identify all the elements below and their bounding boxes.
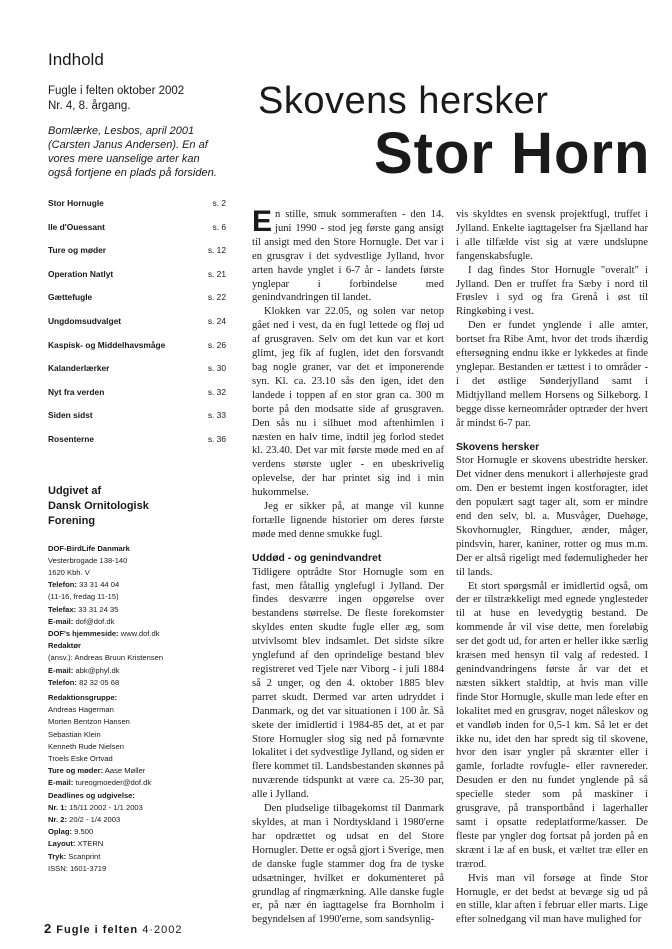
print-run-label: Oplag:: [48, 827, 73, 837]
toc-item-page: s. 24: [207, 315, 226, 326]
toc-item-page: s. 21: [207, 268, 226, 279]
article-column-1: [252, 205, 444, 927]
toc-item-title: Rosenterne: [48, 433, 95, 444]
publisher-block: [48, 484, 226, 529]
toc-item[interactable]: [48, 269, 226, 293]
toc-item-title: Operation Natlyt: [48, 268, 114, 279]
toc-item-page: s. 30: [207, 363, 226, 374]
web-link[interactable]: www.dof.dk: [120, 628, 160, 638]
nr1-value: 15/11 2002 - 1/1 2003: [69, 802, 143, 812]
deadlines-label: Deadlines og udgivelse:: [48, 790, 135, 800]
toc-item[interactable]: [48, 222, 226, 246]
fax-value: 33 31 24 35: [78, 604, 119, 614]
toc-item-page: s. 26: [207, 339, 226, 350]
publisher-line-1: Udgivet af: [48, 484, 102, 497]
body-paragraph: Tidligere optrådte Stor Hornugle som en fast, men fåtallig ynglefugl i Jylland. Der findes desværre ingen opgørelse over bestandens størrelse. De fleste forekomster skyldes enten skudte fugle eller æg, som utvivlsomt blev indsamlet. Det sidste sikre ynglefund af den oprindelige bestand blev registreret ved Tjele nær Viborg - i juli 1884 så 2 unger, og den 4. oktober 1885 blev parret skudt. Dermed var arten udryddet i Danmark, og det var situationen i 100 år. Så skete der imidlertid i 1984-85 det, at et par Store Hornugler slog sig ned på fornævnte lokalitet i det sydvestlige Jylland, og siden er flere kommet til. Landsbestanden skønnes på nuværende tidspunkt at være ca. 25-30 par, alle i Jylland.: [252, 566, 444, 801]
toc-item[interactable]: [48, 292, 226, 316]
toc-item-page: s. 2: [212, 198, 226, 208]
printer-label: Tryk:: [48, 851, 67, 861]
toc-item-title: Gættefugle: [48, 292, 93, 303]
body-paragraph: Klokken var 22.05, og solen var netop gået ned i vest, da en fugl lettede og fløj ud af grusgraven. Selv om det kun var et kort glimt, jeg fik af fuglen, idet den forsvandt bag nogle graner, var det et imponerende syn. Kl. ca. 23.10 sås den igen, idet den landede i toppen af en stor gran ca. 300 m borte på den modsatte side af grusgraven. Den sås nu i silhuet mod aftenhimlen i næsten en halv time, indtil jeg forlod stedet kl. 23.40. Det var mit første møde med en af verdens største ugler - en ubeskrivelig oplevelse, der har printet sig ind i min hukommelse.: [252, 306, 444, 499]
body-paragraph: Den er fundet ynglende i alle amter, bortset fra Ribe Amt, hvor det trods ihærdig eftersøgning endnu ikke er lykkedes at finde ynglepar. Bestanden er tættest i to områder - i det østlige Sønderjylland samt i Midtjylland mellem Horsens og Silkeborg. I begge disse kerneområder optræder der hvert år mindst 6-7 par.: [456, 320, 648, 429]
page-number: 2: [44, 921, 53, 936]
layout-label: Layout:: [48, 839, 76, 849]
editor-phone-label: Telefon:: [48, 677, 77, 687]
toc-item[interactable]: [48, 340, 226, 364]
article-headline: Stor Horn: [374, 121, 651, 186]
editorial-member: Kenneth Rude Nielsen: [48, 741, 124, 751]
section-heading: Skovens hersker: [456, 441, 540, 453]
toc-item[interactable]: [48, 387, 226, 411]
toc-item-title: Ungdomsudvalget: [48, 315, 122, 326]
toc-item[interactable]: [48, 363, 226, 387]
body-paragraph: Jeg er sikker på, at mange vil kunne fortælle lignende historier om deres første møde med denne smukke fugl.: [252, 501, 444, 540]
toc-item[interactable]: [48, 245, 226, 269]
editor-email-link[interactable]: abk@phyl.dk: [75, 665, 120, 675]
address-line-1: Vesterbrogade 138-140: [48, 555, 128, 565]
body-paragraph: Den pludselige tilbagekomst til Danmark skyldes, at man i Nordtyskland i 1980'erne har opdrættet og udsat en del Store Hornugler. Dette er også gjort i Sverige, men de danske fugle stammer dog fra de tyske udsætninger, hvilket er dokumenteret på grundlag af ringmærkning. Alle danske fugle er, på nær én iagttagelse fra Bornholm i begyndelsen af 1990'erne, som sandsynlig-: [252, 803, 444, 926]
body-paragraph: [252, 205, 444, 305]
print-run-line: [48, 826, 226, 838]
email-label: E-mail:: [48, 616, 74, 626]
layout-line: [48, 838, 226, 850]
drop-cap: E: [252, 205, 273, 238]
editor-email-line: [48, 665, 226, 677]
layout-value: XTERN: [77, 839, 104, 849]
tours-email-label: E-mail:: [48, 778, 74, 788]
toc-item[interactable]: [48, 410, 226, 434]
editorial-member: Andreas Hagerman: [48, 705, 114, 715]
org-name: DOF-BirdLife Danmark: [48, 543, 130, 553]
editorial-member: Morten Bentzon Hansen: [48, 717, 130, 727]
deadline-nr1: [48, 802, 226, 814]
article-kicker: Skovens hersker: [258, 80, 549, 122]
phone-label: Telefon:: [48, 580, 77, 590]
deadline-nr2: [48, 814, 226, 826]
contents-title: Indhold: [48, 50, 104, 69]
body-paragraph: vis skyldtes en svensk projektfugl, truffet i Jylland. Enkelte iagttagelser fra Sjælland har i alle tilfælde vist sig at være undslupne fangenskabsfugle.: [456, 209, 648, 262]
email-line: [48, 616, 226, 628]
toc-item-page: s. 6: [212, 221, 226, 232]
editorial-member: Troels Eske Ortvad: [48, 753, 113, 763]
address-line-2: 1620 Kbh. V: [48, 567, 90, 577]
fax-label: Telefax:: [48, 604, 77, 614]
nr2-label: Nr. 2:: [48, 815, 67, 824]
phone-value: 33 31 44 04: [79, 580, 120, 590]
editor-phone-line: [48, 677, 226, 689]
body-paragraph: Stor Hornugle er skovens ubestridte hersker. Det vidner dens menukort i allerhøjeste grad om. Den er bestemt ingen kostforagter, idet den populært sagt tager alt, som er mindre end den selv, bl. a. Musvåger, Duehøge, Skovhornugler, Ringduer, ænder, måger, pindsvin, harer, kaniner, rotter og mus m.m. Der er altså rigeligt med fødemuligheder her til lands.: [456, 455, 648, 578]
toc-item-page: s. 12: [207, 245, 226, 256]
toc-item-page: s. 22: [207, 292, 226, 303]
email-link[interactable]: dof@dof.dk: [75, 616, 115, 626]
editor-phone-value: 82 32 05 68: [79, 677, 120, 687]
toc-item[interactable]: [48, 198, 226, 222]
toc-item-page: s. 33: [207, 410, 226, 421]
toc-item-title: Ile d'Ouessant: [48, 221, 105, 232]
body-paragraph: I dag findes Stor Hornugle "overalt" i Jylland. Den er truffet fra Sæby i nord til Frøslev i syd og fra Grenå i øst til Ringkøbing i vest.: [456, 264, 648, 318]
fax-line: [48, 604, 226, 616]
nr2-value: 20/2 - 1/4 2003: [69, 815, 121, 824]
table-of-contents-sidebar: [48, 50, 226, 875]
toc-item-title: Ture og møder: [48, 245, 107, 256]
toc-list: [48, 198, 226, 458]
section-heading: Uddød - og genindvandret: [252, 552, 382, 564]
web-label: DOF's hjemmeside:: [48, 628, 119, 638]
editorial-member: Sebastian Klein: [48, 729, 101, 739]
toc-item-title: Stor Hornugle: [48, 198, 104, 208]
body-paragraph: Hvis man vil forsøge at finde Stor Hornugle, er det bedst at bevæge sig ud på en stille, klar aften i februar eller marts. Lige efter solnedgang vil man have mulighed for: [456, 872, 648, 926]
body-paragraph: Et stort spørgsmål er imidlertid også, om der er tilstrækkeligt med egnede ynglesteder til at huse en levedygtig bestand. De kommende år vil vise dette, men foreløbig ser det godt ud, for arten er heller ikke særlig kræsen med hensyn til valg af redested. I genindvandringens første år var det et næsten sikkert staldtip, at hvis man ville finde Stor Hornugle, skulle man lede efter en lokalitet med en grusgrav, noget nåleskov og et vandløb inden for 0,5-1 km. Så let er det ikke nu, idet den har spredt sig til skovene, hvor den især yngler på skrænter eller i gamle, forladte rovfugle- eller ravnereder. Desuden er den nu fundet ynglende på så specielle steder som på maskiner i grusgrave, på transportbånd i lagerhaller samt i opsatte redeplatforme/kasser. De fleste par yngler dog fortsat på jorden på en skrænt i læ af en busk, et væltet træ eller en trærod.: [456, 580, 648, 870]
editor-email-label: E-mail:: [48, 665, 74, 675]
toc-item-title: Siden sidst: [48, 410, 93, 421]
printer-line: [48, 851, 226, 863]
toc-item-title: Kalanderlærker: [48, 363, 110, 374]
issn: ISSN: 1601-3719: [48, 863, 107, 873]
tours-line: [48, 765, 226, 777]
toc-item[interactable]: [48, 434, 226, 458]
toc-item-title: Kaspisk- og Middelhavsmåge: [48, 339, 166, 350]
masthead-contacts: [48, 543, 226, 875]
editorial-group-label: Redaktionsgruppe:: [48, 692, 118, 702]
tours-email-line: [48, 777, 226, 789]
magazine-name: Fugle i felten: [56, 924, 139, 936]
page-footer: [44, 921, 182, 936]
web-line: [48, 628, 226, 640]
printer-value: Scanprint: [68, 851, 101, 861]
phone-hours: (11-16, fredag 11-15): [48, 592, 119, 602]
toc-item-page: s. 32: [207, 386, 226, 397]
tours-value: Aase Møller: [104, 766, 146, 776]
publisher-line-3: Forening: [48, 514, 96, 527]
article-column-2: [456, 208, 648, 927]
editor-label: Redaktør: [48, 641, 81, 651]
tours-label: Ture og møder:: [48, 766, 104, 776]
publisher-line-2: Dansk Ornitologisk: [48, 499, 149, 512]
toc-item-title: Nyt fra verden: [48, 386, 105, 397]
issue-info: [48, 84, 226, 114]
toc-item[interactable]: [48, 316, 226, 340]
toc-item-page: s. 36: [207, 433, 226, 444]
issue-line-2: Nr. 4, 8. årgang.: [48, 100, 131, 112]
tours-email-link[interactable]: tureogmoeder@dof.dk: [75, 778, 152, 788]
nr1-label: Nr. 1:: [48, 802, 67, 812]
issue-line-1: Fugle i felten oktober 2002: [48, 85, 185, 97]
cover-caption: Bomlærke, Lesbos, april 2001 (Carsten Janus Andersen). En af vores mere uanselige arter kan også fortjene en plads på forsiden.: [48, 125, 217, 179]
issue-number: 4·2002: [142, 924, 183, 936]
phone-line: [48, 579, 226, 591]
print-run-value: 9.500: [74, 827, 94, 837]
paragraph-text: n stille, smuk sommeraften - den 14. juni 1990 - stod jeg første gang ansigt til ansigt med den Store Hornugle. Det var i en grusgrav i det sydvestlige Jylland, hvor arten havde ynglet i 6-7 år - landets første ynglepar i forbindelse med genindvandringen til landet.: [252, 209, 444, 304]
editor-name: (ansv.): Andreas Bruun Kristensen: [48, 653, 164, 663]
